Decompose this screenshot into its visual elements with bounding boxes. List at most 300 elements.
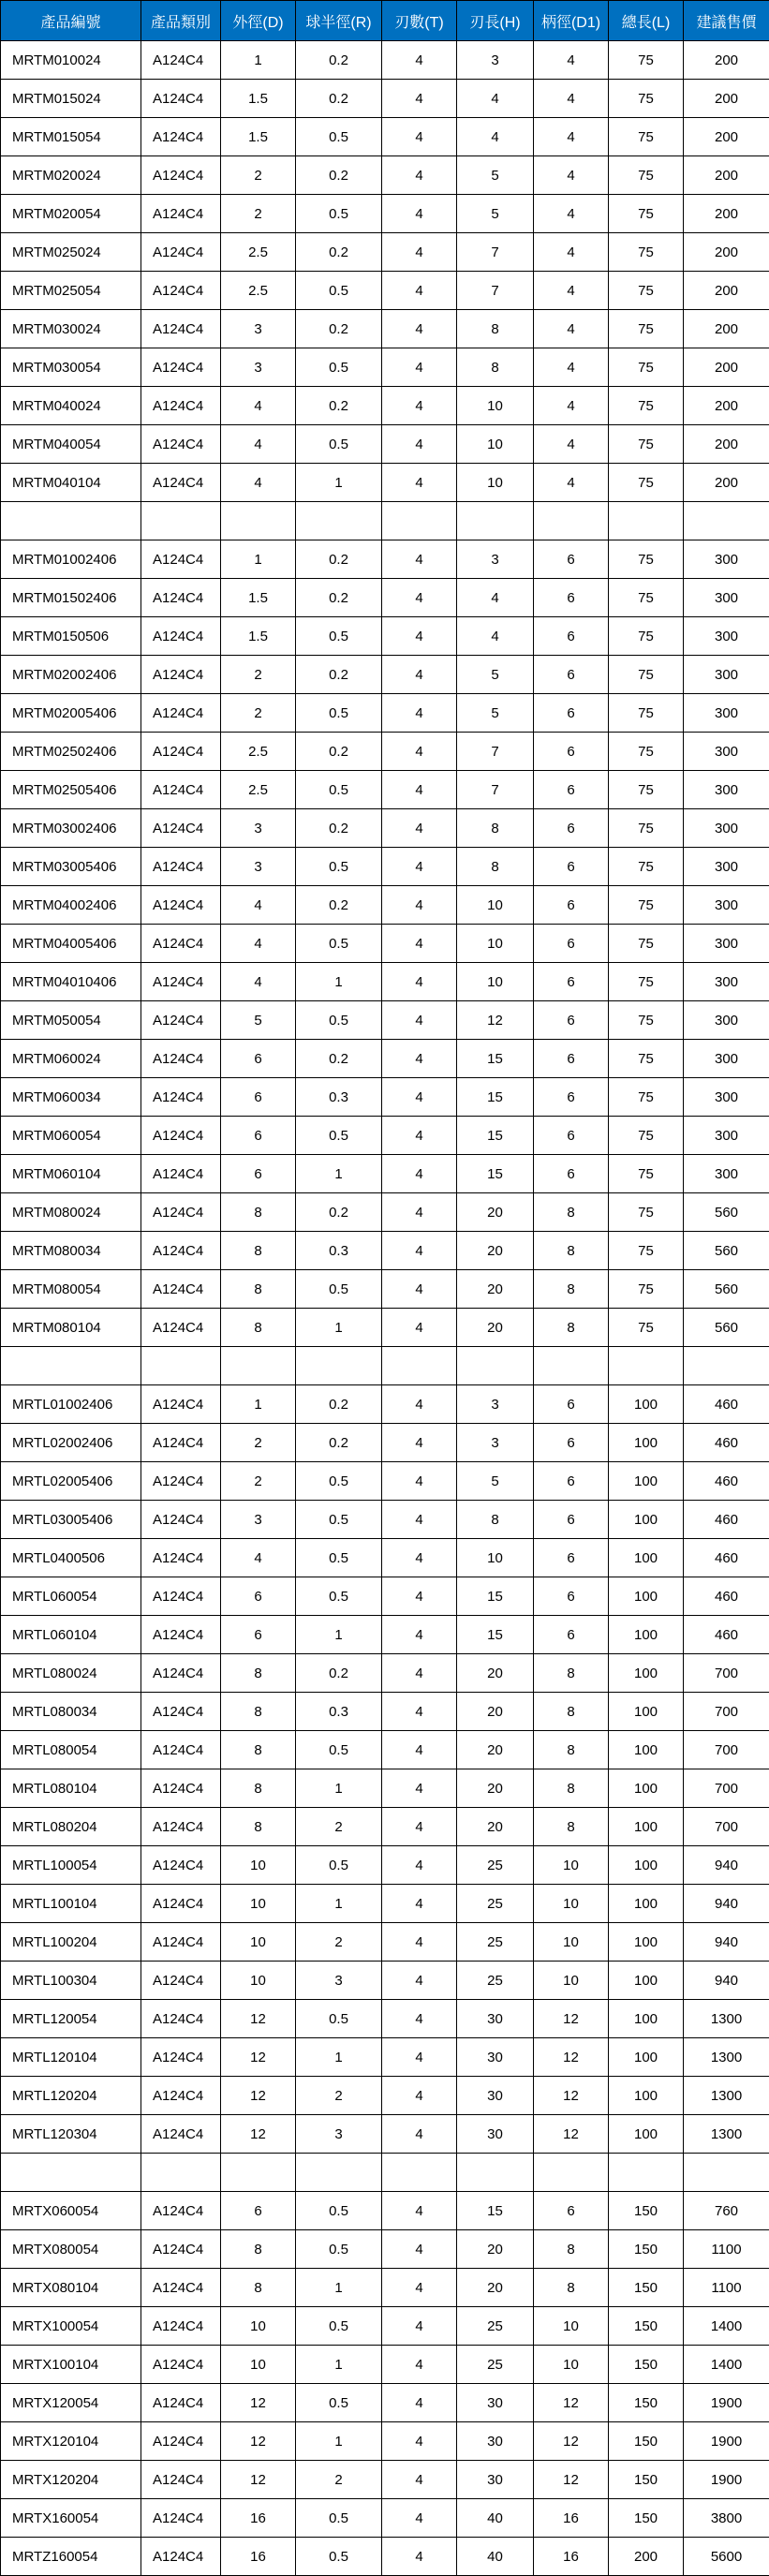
cell-flute-count: 4 [382, 387, 457, 425]
cell-suggested-price: 560 [684, 1193, 769, 1232]
cell-overall-length: 150 [609, 2269, 684, 2307]
cell-shank-diameter: 12 [534, 2038, 609, 2077]
cell-shank-diameter: 8 [534, 1193, 609, 1232]
cell-flute-length: 10 [457, 387, 534, 425]
cell-flute-count: 4 [382, 1040, 457, 1078]
cell-ball-radius: 0.3 [296, 1232, 382, 1270]
cell-suggested-price: 200 [684, 118, 769, 156]
table-row [1, 2230, 769, 2269]
cell-product-code: MRTM040054 [1, 425, 141, 464]
cell-ball-radius [296, 502, 382, 540]
cell-flute-length: 7 [457, 233, 534, 272]
table-row-spacer [1, 2154, 769, 2192]
cell-overall-length: 100 [609, 1962, 684, 2000]
cell-product-category: A124C4 [141, 80, 221, 118]
cell-flute-count: 4 [382, 1654, 457, 1693]
cell-product-code [1, 2154, 141, 2192]
cell-product-code: MRTM030024 [1, 310, 141, 348]
cell-product-code: MRTM020024 [1, 156, 141, 195]
cell-shank-diameter: 6 [534, 617, 609, 656]
cell-outer-diameter: 6 [221, 1117, 296, 1155]
cell-overall-length [609, 502, 684, 540]
cell-outer-diameter: 8 [221, 1193, 296, 1232]
cell-suggested-price: 300 [684, 809, 769, 848]
cell-suggested-price: 300 [684, 1155, 769, 1193]
table-row [1, 656, 769, 694]
cell-product-category: A124C4 [141, 925, 221, 963]
cell-ball-radius: 0.2 [296, 233, 382, 272]
cell-flute-count: 4 [382, 2384, 457, 2422]
cell-outer-diameter: 6 [221, 1155, 296, 1193]
cell-suggested-price: 760 [684, 2192, 769, 2230]
cell-product-code: MRTM080104 [1, 1309, 141, 1347]
cell-shank-diameter: 8 [534, 2269, 609, 2307]
cell-outer-diameter: 12 [221, 2038, 296, 2077]
cell-outer-diameter: 6 [221, 2192, 296, 2230]
table-row [1, 1001, 769, 1040]
cell-suggested-price: 200 [684, 156, 769, 195]
cell-outer-diameter: 2.5 [221, 733, 296, 771]
cell-flute-count: 4 [382, 1078, 457, 1117]
cell-flute-length: 30 [457, 2000, 534, 2038]
cell-overall-length: 100 [609, 1808, 684, 1846]
cell-outer-diameter: 10 [221, 1846, 296, 1885]
cell-overall-length: 100 [609, 2038, 684, 2077]
cell-product-category: A124C4 [141, 118, 221, 156]
cell-product-code: MRTM015024 [1, 80, 141, 118]
cell-suggested-price: 1300 [684, 2000, 769, 2038]
cell-product-code: MRTL100204 [1, 1923, 141, 1962]
cell-flute-length: 15 [457, 1117, 534, 1155]
cell-suggested-price: 300 [684, 579, 769, 617]
cell-flute-length: 10 [457, 425, 534, 464]
cell-flute-count: 4 [382, 2422, 457, 2461]
cell-ball-radius: 1 [296, 2269, 382, 2307]
cell-product-code: MRTL060104 [1, 1616, 141, 1654]
cell-outer-diameter: 1.5 [221, 617, 296, 656]
cell-ball-radius: 0.2 [296, 310, 382, 348]
cell-outer-diameter: 16 [221, 2499, 296, 2538]
cell-suggested-price: 1400 [684, 2346, 769, 2384]
table-row [1, 809, 769, 848]
cell-product-code: MRTM040024 [1, 387, 141, 425]
cell-outer-diameter: 1.5 [221, 80, 296, 118]
cell-flute-count: 4 [382, 464, 457, 502]
cell-overall-length: 75 [609, 1309, 684, 1347]
cell-outer-diameter: 2.5 [221, 233, 296, 272]
cell-overall-length: 150 [609, 2384, 684, 2422]
cell-product-code: MRTM015054 [1, 118, 141, 156]
cell-suggested-price: 700 [684, 1693, 769, 1731]
cell-flute-count: 4 [382, 1117, 457, 1155]
cell-flute-length: 8 [457, 310, 534, 348]
cell-flute-length: 7 [457, 733, 534, 771]
table-row [1, 425, 769, 464]
cell-product-code: MRTX120054 [1, 2384, 141, 2422]
table-row [1, 2461, 769, 2499]
cell-ball-radius: 0.5 [296, 2538, 382, 2576]
cell-ball-radius [296, 1347, 382, 1385]
cell-ball-radius: 0.5 [296, 1117, 382, 1155]
cell-product-code: MRTM080024 [1, 1193, 141, 1232]
cell-flute-length: 40 [457, 2499, 534, 2538]
cell-product-category: A124C4 [141, 425, 221, 464]
cell-outer-diameter: 6 [221, 1040, 296, 1078]
cell-shank-diameter: 6 [534, 579, 609, 617]
cell-ball-radius: 0.5 [296, 1501, 382, 1539]
cell-product-code: MRTL02005406 [1, 1462, 141, 1501]
cell-product-code: MRTX060054 [1, 2192, 141, 2230]
cell-overall-length: 75 [609, 425, 684, 464]
cell-ball-radius: 2 [296, 1808, 382, 1846]
cell-flute-length: 15 [457, 1577, 534, 1616]
cell-shank-diameter: 10 [534, 2307, 609, 2346]
cell-flute-length: 4 [457, 118, 534, 156]
cell-flute-count: 4 [382, 656, 457, 694]
cell-suggested-price [684, 502, 769, 540]
cell-suggested-price: 300 [684, 1078, 769, 1117]
cell-flute-count: 4 [382, 2077, 457, 2115]
cell-shank-diameter: 16 [534, 2499, 609, 2538]
cell-shank-diameter: 8 [534, 1731, 609, 1769]
cell-suggested-price: 940 [684, 1846, 769, 1885]
cell-outer-diameter: 3 [221, 348, 296, 387]
cell-flute-length: 3 [457, 1424, 534, 1462]
cell-flute-length: 20 [457, 1309, 534, 1347]
cell-outer-diameter: 12 [221, 2115, 296, 2154]
cell-ball-radius: 0.5 [296, 1462, 382, 1501]
cell-product-code: MRTM080034 [1, 1232, 141, 1270]
cell-product-code: MRTM060024 [1, 1040, 141, 1078]
cell-overall-length: 75 [609, 963, 684, 1001]
cell-flute-length: 20 [457, 1270, 534, 1309]
table-row [1, 1808, 769, 1846]
cell-flute-count: 4 [382, 809, 457, 848]
cell-ball-radius: 0.2 [296, 1193, 382, 1232]
cell-overall-length: 100 [609, 1616, 684, 1654]
cell-suggested-price: 700 [684, 1769, 769, 1808]
cell-product-category: A124C4 [141, 733, 221, 771]
table-row [1, 1078, 769, 1117]
cell-ball-radius: 0.3 [296, 1693, 382, 1731]
header-flute-length: 刃長(H) [457, 1, 534, 41]
cell-product-category [141, 2154, 221, 2192]
cell-shank-diameter: 6 [534, 1501, 609, 1539]
table-row [1, 1424, 769, 1462]
cell-flute-length: 5 [457, 694, 534, 733]
cell-product-code: MRTM020054 [1, 195, 141, 233]
cell-ball-radius: 0.2 [296, 656, 382, 694]
cell-outer-diameter: 1.5 [221, 579, 296, 617]
cell-product-category: A124C4 [141, 2461, 221, 2499]
cell-product-code: MRTL060054 [1, 1577, 141, 1616]
cell-flute-length: 15 [457, 1155, 534, 1193]
table-row [1, 2077, 769, 2115]
cell-overall-length: 100 [609, 1846, 684, 1885]
cell-outer-diameter: 5 [221, 1001, 296, 1040]
cell-ball-radius: 0.5 [296, 694, 382, 733]
cell-overall-length: 75 [609, 195, 684, 233]
cell-product-code: MRTL080054 [1, 1731, 141, 1769]
cell-shank-diameter: 4 [534, 272, 609, 310]
cell-overall-length: 75 [609, 233, 684, 272]
cell-product-code: MRTM02502406 [1, 733, 141, 771]
table-row [1, 771, 769, 809]
cell-product-category: A124C4 [141, 2038, 221, 2077]
cell-flute-count: 4 [382, 2269, 457, 2307]
cell-product-code: MRTX080054 [1, 2230, 141, 2269]
cell-product-code: MRTM02002406 [1, 656, 141, 694]
cell-suggested-price: 200 [684, 41, 769, 80]
cell-flute-count: 4 [382, 1693, 457, 1731]
cell-product-category: A124C4 [141, 2422, 221, 2461]
cell-suggested-price: 300 [684, 656, 769, 694]
cell-ball-radius: 0.5 [296, 195, 382, 233]
cell-ball-radius: 0.5 [296, 1270, 382, 1309]
cell-flute-count: 4 [382, 272, 457, 310]
cell-flute-length: 25 [457, 2346, 534, 2384]
cell-flute-length: 8 [457, 348, 534, 387]
table-row [1, 1923, 769, 1962]
cell-outer-diameter: 3 [221, 848, 296, 886]
cell-flute-length: 4 [457, 80, 534, 118]
cell-product-category: A124C4 [141, 2269, 221, 2307]
cell-product-code: MRTM02505406 [1, 771, 141, 809]
cell-outer-diameter: 6 [221, 1577, 296, 1616]
cell-suggested-price: 300 [684, 733, 769, 771]
cell-product-category: A124C4 [141, 579, 221, 617]
cell-overall-length: 75 [609, 1001, 684, 1040]
cell-product-code: MRTL01002406 [1, 1385, 141, 1424]
cell-suggested-price [684, 2154, 769, 2192]
cell-overall-length: 75 [609, 348, 684, 387]
cell-product-code: MRTX100104 [1, 2346, 141, 2384]
table-row [1, 156, 769, 195]
cell-overall-length: 75 [609, 617, 684, 656]
table-row [1, 1117, 769, 1155]
cell-shank-diameter: 4 [534, 156, 609, 195]
table-row [1, 617, 769, 656]
cell-product-category: A124C4 [141, 1501, 221, 1539]
cell-shank-diameter: 6 [534, 809, 609, 848]
cell-flute-count: 4 [382, 2307, 457, 2346]
cell-product-code [1, 1347, 141, 1385]
cell-flute-length: 25 [457, 1923, 534, 1962]
cell-ball-radius: 0.2 [296, 156, 382, 195]
header-flute-count: 刃數(T) [382, 1, 457, 41]
cell-overall-length: 75 [609, 809, 684, 848]
cell-flute-length: 30 [457, 2384, 534, 2422]
cell-product-category: A124C4 [141, 1462, 221, 1501]
cell-product-code: MRTM03005406 [1, 848, 141, 886]
cell-flute-length: 15 [457, 2192, 534, 2230]
cell-product-category: A124C4 [141, 1385, 221, 1424]
cell-flute-length: 5 [457, 195, 534, 233]
cell-product-category: A124C4 [141, 2538, 221, 2576]
cell-product-category: A124C4 [141, 656, 221, 694]
cell-shank-diameter: 6 [534, 1539, 609, 1577]
table-row [1, 464, 769, 502]
cell-flute-count: 4 [382, 579, 457, 617]
cell-flute-count: 4 [382, 694, 457, 733]
cell-suggested-price: 460 [684, 1462, 769, 1501]
cell-product-category: A124C4 [141, 2000, 221, 2038]
header-product-category: 產品類別 [141, 1, 221, 41]
cell-overall-length: 150 [609, 2461, 684, 2499]
cell-shank-diameter: 8 [534, 2230, 609, 2269]
cell-outer-diameter: 4 [221, 1539, 296, 1577]
cell-product-category: A124C4 [141, 1193, 221, 1232]
cell-flute-count: 4 [382, 1885, 457, 1923]
cell-flute-length: 20 [457, 1654, 534, 1693]
cell-ball-radius: 0.2 [296, 579, 382, 617]
cell-overall-length: 75 [609, 848, 684, 886]
cell-overall-length: 75 [609, 80, 684, 118]
table-row [1, 925, 769, 963]
cell-flute-count: 4 [382, 2499, 457, 2538]
cell-shank-diameter: 6 [534, 1462, 609, 1501]
cell-shank-diameter: 6 [534, 963, 609, 1001]
cell-ball-radius: 0.5 [296, 617, 382, 656]
cell-product-category: A124C4 [141, 694, 221, 733]
cell-suggested-price: 940 [684, 1962, 769, 2000]
cell-product-category: A124C4 [141, 310, 221, 348]
cell-shank-diameter: 4 [534, 80, 609, 118]
cell-overall-length: 75 [609, 1193, 684, 1232]
cell-product-category: A124C4 [141, 1040, 221, 1078]
cell-shank-diameter: 4 [534, 310, 609, 348]
cell-flute-count: 4 [382, 1962, 457, 2000]
table-row [1, 579, 769, 617]
cell-overall-length: 100 [609, 1769, 684, 1808]
cell-shank-diameter: 4 [534, 425, 609, 464]
cell-overall-length: 75 [609, 118, 684, 156]
cell-product-category: A124C4 [141, 41, 221, 80]
cell-product-code: MRTM04002406 [1, 886, 141, 925]
cell-overall-length [609, 1347, 684, 1385]
cell-flute-length: 3 [457, 540, 534, 579]
cell-suggested-price: 300 [684, 925, 769, 963]
cell-flute-count: 4 [382, 540, 457, 579]
cell-shank-diameter: 6 [534, 1385, 609, 1424]
cell-flute-length: 20 [457, 2269, 534, 2307]
cell-flute-count: 4 [382, 118, 457, 156]
cell-product-code: MRTL100104 [1, 1885, 141, 1923]
cell-overall-length: 75 [609, 1270, 684, 1309]
cell-flute-count: 4 [382, 925, 457, 963]
cell-product-category: A124C4 [141, 348, 221, 387]
table-row [1, 1693, 769, 1731]
cell-product-code: MRTM025054 [1, 272, 141, 310]
cell-outer-diameter: 1 [221, 540, 296, 579]
cell-product-category: A124C4 [141, 809, 221, 848]
cell-flute-count: 4 [382, 617, 457, 656]
cell-outer-diameter: 4 [221, 425, 296, 464]
cell-suggested-price: 460 [684, 1424, 769, 1462]
cell-flute-length: 20 [457, 1769, 534, 1808]
cell-product-category: A124C4 [141, 771, 221, 809]
cell-suggested-price: 200 [684, 233, 769, 272]
table-row [1, 2115, 769, 2154]
cell-ball-radius: 0.5 [296, 2230, 382, 2269]
cell-suggested-price: 300 [684, 963, 769, 1001]
cell-shank-diameter: 4 [534, 195, 609, 233]
cell-outer-diameter: 4 [221, 387, 296, 425]
cell-flute-length: 25 [457, 1846, 534, 1885]
cell-product-code: MRTM01502406 [1, 579, 141, 617]
cell-flute-count: 4 [382, 1769, 457, 1808]
table-row [1, 1309, 769, 1347]
cell-product-code: MRTL120204 [1, 2077, 141, 2115]
cell-product-category: A124C4 [141, 2230, 221, 2269]
cell-suggested-price: 300 [684, 848, 769, 886]
cell-outer-diameter: 4 [221, 963, 296, 1001]
cell-flute-length: 5 [457, 1462, 534, 1501]
cell-product-category: A124C4 [141, 2192, 221, 2230]
cell-product-category: A124C4 [141, 1117, 221, 1155]
cell-overall-length: 100 [609, 1424, 684, 1462]
cell-flute-count: 4 [382, 1539, 457, 1577]
cell-shank-diameter: 8 [534, 1808, 609, 1846]
cell-outer-diameter: 10 [221, 2307, 296, 2346]
table-row [1, 694, 769, 733]
cell-ball-radius: 0.2 [296, 1424, 382, 1462]
cell-ball-radius: 1 [296, 2346, 382, 2384]
table-row [1, 733, 769, 771]
table-row-spacer [1, 502, 769, 540]
cell-product-category: A124C4 [141, 1654, 221, 1693]
cell-shank-diameter [534, 1347, 609, 1385]
cell-ball-radius: 0.5 [296, 1846, 382, 1885]
table-row [1, 348, 769, 387]
cell-overall-length: 100 [609, 2115, 684, 2154]
cell-product-code: MRTM010024 [1, 41, 141, 80]
cell-flute-length: 30 [457, 2422, 534, 2461]
cell-ball-radius: 0.5 [296, 848, 382, 886]
table-row [1, 1616, 769, 1654]
cell-shank-diameter: 10 [534, 2346, 609, 2384]
cell-product-category: A124C4 [141, 1270, 221, 1309]
header-suggested-price: 建議售價 [684, 1, 769, 41]
cell-ball-radius: 0.2 [296, 387, 382, 425]
cell-shank-diameter [534, 502, 609, 540]
cell-overall-length: 75 [609, 540, 684, 579]
cell-suggested-price: 200 [684, 80, 769, 118]
cell-flute-length: 20 [457, 1808, 534, 1846]
cell-ball-radius: 1 [296, 1769, 382, 1808]
table-row [1, 848, 769, 886]
cell-flute-length: 30 [457, 2077, 534, 2115]
cell-product-category: A124C4 [141, 1731, 221, 1769]
cell-flute-count: 4 [382, 1846, 457, 1885]
table-row [1, 1577, 769, 1616]
cell-suggested-price: 200 [684, 387, 769, 425]
cell-product-code: MRTM04005406 [1, 925, 141, 963]
cell-flute-count: 4 [382, 771, 457, 809]
cell-shank-diameter: 6 [534, 1040, 609, 1078]
cell-product-category: A124C4 [141, 1078, 221, 1117]
cell-outer-diameter: 4 [221, 464, 296, 502]
cell-product-code: MRTM01002406 [1, 540, 141, 579]
cell-shank-diameter: 6 [534, 925, 609, 963]
cell-outer-diameter: 4 [221, 886, 296, 925]
cell-overall-length: 100 [609, 1577, 684, 1616]
cell-shank-diameter: 12 [534, 2384, 609, 2422]
table-row [1, 1846, 769, 1885]
cell-product-code: MRTL120054 [1, 2000, 141, 2038]
cell-product-category: A124C4 [141, 156, 221, 195]
cell-suggested-price: 700 [684, 1654, 769, 1693]
